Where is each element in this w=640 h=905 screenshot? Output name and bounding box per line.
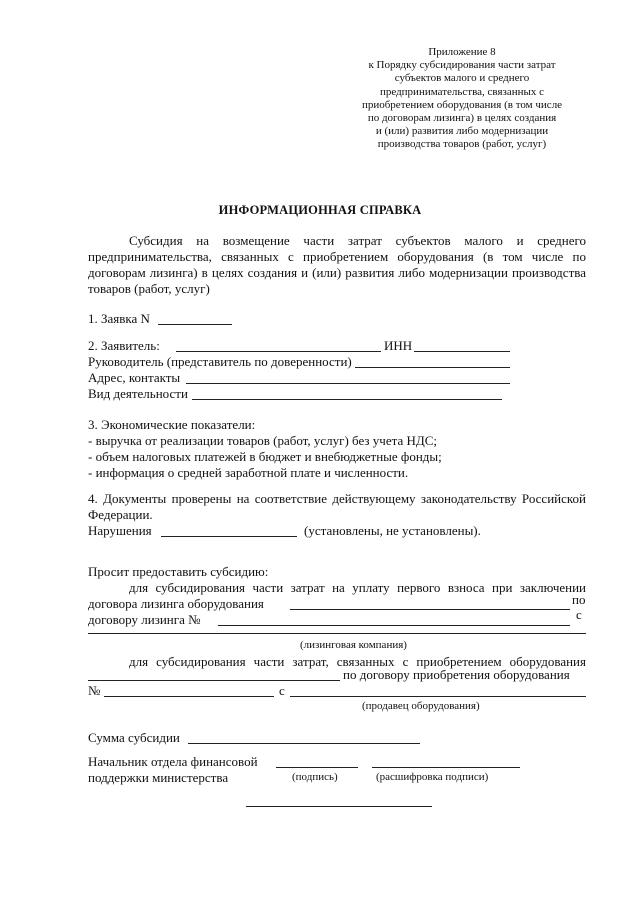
violations-field[interactable]: [161, 536, 297, 537]
signatory-title-line: поддержки министерства: [88, 770, 229, 785]
appendix-line: по договорам лизинга) в целях создания: [367, 112, 557, 125]
documents-checked-line: 4. Документы проверены на соответствие действующему законодательству Российской: [88, 491, 586, 506]
appendix-line: производства товаров (работ, услуг): [377, 138, 547, 151]
economic-heading: 3. Экономические показатели:: [88, 417, 256, 432]
purchase-number-field[interactable]: [104, 696, 274, 697]
intro-line: товаров (работ, услуг): [88, 281, 210, 296]
leasing-contract-label: договора лизинга оборудования: [88, 596, 264, 611]
violations-label: Нарушения: [88, 523, 152, 538]
appendix-line: и (или) развития либо модернизации: [375, 125, 549, 138]
purchase-seller-caption: (продавец оборудования): [362, 700, 480, 712]
application-number-field[interactable]: [158, 324, 232, 325]
head-field[interactable]: [355, 367, 510, 368]
economic-item: - выручка от реализации товаров (работ, услуг) без учета НДС;: [88, 433, 438, 448]
activity-field[interactable]: [192, 399, 502, 400]
inn-field[interactable]: [414, 351, 510, 352]
document-title: ИНФОРМАЦИОННАЯ СПРАВКА: [218, 203, 422, 217]
leasing-s-label: с: [576, 607, 582, 622]
signature-caption: (подпись): [292, 771, 338, 783]
appendix-line: приобретением оборудования (в том числе: [361, 98, 563, 111]
leasing-company-field[interactable]: [88, 633, 586, 634]
signature-decode-caption: (расшифровка подписи): [376, 771, 489, 783]
head-label: Руководитель (представитель по доверенности): [88, 354, 352, 369]
appendix-line: субъектов малого и среднего: [394, 72, 530, 85]
subsidy-sum-field[interactable]: [188, 743, 420, 744]
footer-divider: [246, 806, 432, 807]
purchase-s-label: с: [279, 683, 285, 698]
appendix-line: к Порядку субсидирования части затрат: [368, 59, 556, 72]
appendix-line: Приложение 8: [428, 46, 496, 58]
leasing-number-field[interactable]: [218, 625, 570, 626]
address-field[interactable]: [186, 383, 510, 384]
documents-checked-line: Федерации.: [88, 507, 153, 522]
signature-decode-field[interactable]: [372, 767, 520, 768]
intro-line: договорам лизинга) в целях создания и (или) развития либо модернизации производства: [88, 265, 586, 280]
request-heading: Просит предоставить субсидию:: [88, 564, 269, 579]
appendix-header: [352, 46, 572, 152]
applicant-label: 2. Заявитель:: [88, 338, 160, 353]
intro-line: предпринимательства, связанных с приобретением оборудования (в том числе по: [88, 249, 586, 264]
signatory-title-line: Начальник отдела финансовой: [88, 754, 258, 769]
appendix-line: предпринимательства, связанных с: [379, 85, 545, 98]
leasing-po-label: по: [572, 592, 586, 607]
leasing-equipment-field[interactable]: [290, 609, 570, 610]
leasing-purpose-line: для субсидирования части затрат на уплату первого взноса при заключении: [129, 580, 586, 595]
purchase-seller-field[interactable]: [290, 696, 586, 697]
leasing-company-caption: (лизинговая компания): [300, 639, 407, 651]
application-number-label: 1. Заявка N: [88, 311, 150, 326]
inn-label: ИНН: [384, 338, 413, 353]
applicant-field[interactable]: [176, 351, 381, 352]
economic-item: - информация о средней заработной плате и численности.: [88, 465, 409, 480]
leasing-number-label: договору лизинга №: [88, 612, 201, 627]
intro-line: Субсидия на возмещение части затрат субъектов малого и среднего: [129, 233, 586, 248]
purchase-contract-label: по договору приобретения оборудования: [343, 667, 570, 682]
purchase-equipment-field[interactable]: [88, 680, 340, 681]
signature-field[interactable]: [276, 767, 358, 768]
purchase-number-label: №: [88, 683, 101, 698]
purchase-purpose-line: для субсидирования части затрат, связанных с приобретением оборудования: [129, 654, 586, 669]
activity-label: Вид деятельности: [88, 386, 188, 401]
address-label: Адрес, контакты: [88, 370, 181, 385]
violations-note: (установлены, не установлены).: [304, 523, 481, 538]
economic-item: - объем налоговых платежей в бюджет и внебюджетные фонды;: [88, 449, 442, 464]
subsidy-sum-label: Сумма субсидии: [88, 730, 180, 745]
